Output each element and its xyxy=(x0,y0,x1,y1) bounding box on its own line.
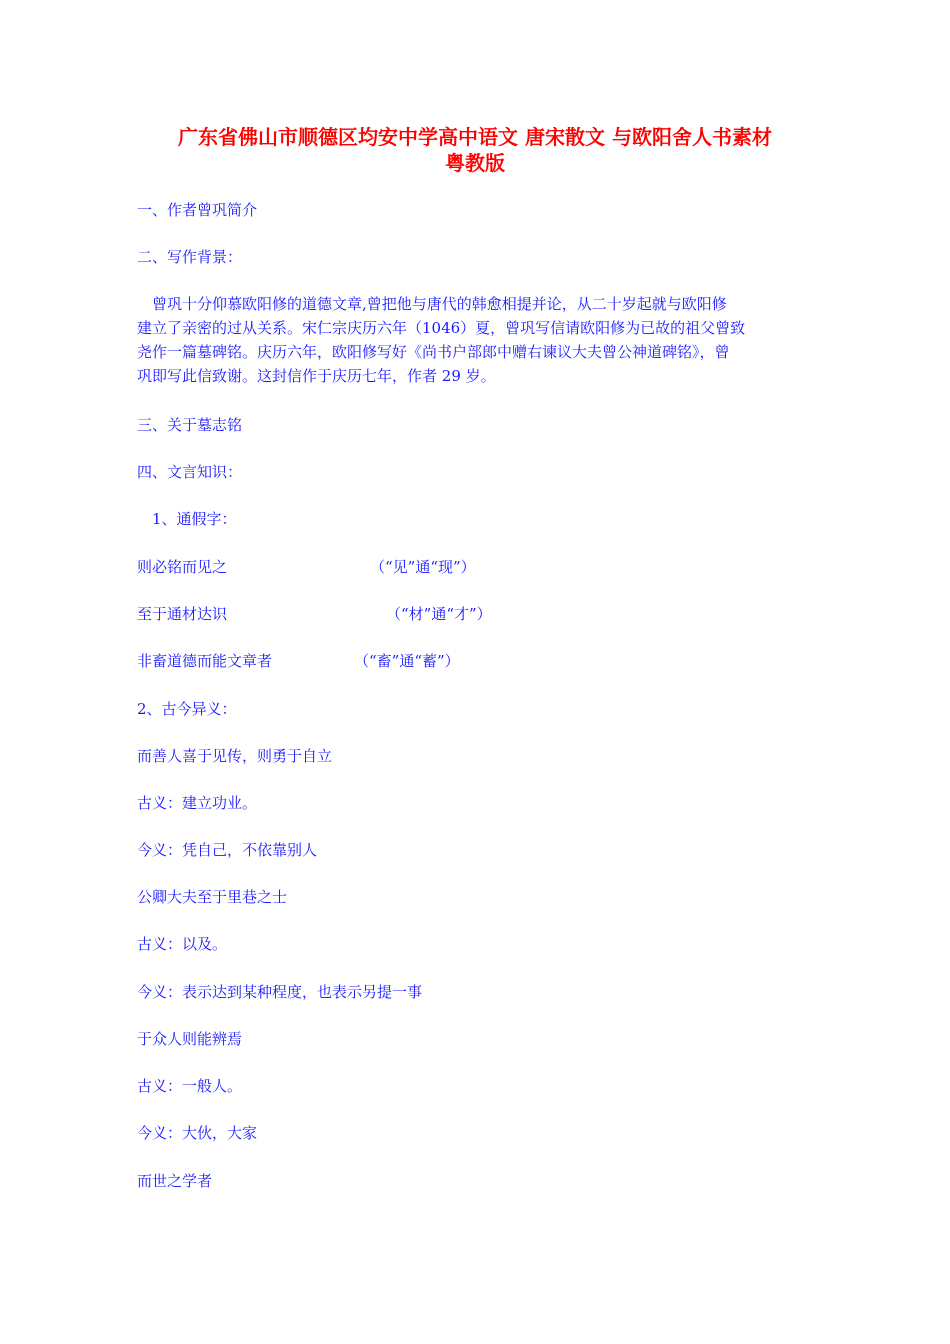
tongjia-note: （“见”通“现”） xyxy=(370,558,476,576)
section-heading-epitaph: 三、关于墓志铭 xyxy=(137,416,243,434)
tongjia-sentence: 非畜道德而能文章者 xyxy=(137,652,273,670)
gujin-line: 古义：以及。 xyxy=(137,935,228,953)
tongjia-note: （“畜”通“蓄”） xyxy=(354,652,460,670)
document-title: 广东省佛山市顺德区均安中学高中语文 唐宋散文 与欧阳舍人书素材 xyxy=(178,125,772,149)
paragraph-line: 曾巩十分仰慕欧阳修的道德文章,曾把他与唐代的韩愈相提并论，从二十岁起就与欧阳修 xyxy=(137,295,727,313)
paragraph-line: 巩即写此信致谢。这封信作于庆历七年，作者 29 岁。 xyxy=(137,367,496,385)
gujin-line: 今义：凭自己，不依靠别人 xyxy=(137,841,318,859)
gujin-line: 于众人则能辨焉 xyxy=(137,1030,243,1048)
gujin-line: 公卿大夫至于里巷之士 xyxy=(137,888,288,906)
section-heading-background: 二、写作背景： xyxy=(137,248,243,266)
paragraph-line: 尧作一篇墓碑铭。庆历六年，欧阳修写好《尚书户部郎中赠右谏议大夫曾公神道碑铭》，曾 xyxy=(137,343,730,361)
section-heading-author: 一、作者曾巩简介 xyxy=(137,201,258,219)
document-title-continued: 粤教版 xyxy=(445,151,505,175)
gujin-line: 古义：一般人。 xyxy=(137,1077,243,1095)
gujin-line: 而世之学者 xyxy=(137,1172,213,1190)
gujin-line: 今义：表示达到某种程度，也表示另提一事 xyxy=(137,983,423,1001)
section-heading-classical-knowledge: 四、文言知识： xyxy=(137,463,243,481)
paragraph-line: 建立了亲密的过从关系。宋仁宗庆历六年（1046）夏，曾巩写信请欧阳修为已故的祖父曾致 xyxy=(137,319,746,337)
tongjia-sentence: 至于通材达识 xyxy=(137,605,228,623)
gujin-line: 古义：建立功业。 xyxy=(137,794,258,812)
gujin-line: 而善人喜于见传，则勇于自立 xyxy=(137,747,333,765)
subheading-tongjiazi: 1、通假字： xyxy=(137,510,237,528)
background-paragraph xyxy=(137,292,813,388)
tongjia-note: （“材”通“才”） xyxy=(386,605,492,623)
gujin-line: 今义：大伙，大家 xyxy=(137,1124,258,1142)
subheading-gujinyiyi: 2、古今异义： xyxy=(137,700,237,718)
tongjia-sentence: 则必铭而见之 xyxy=(137,558,228,576)
